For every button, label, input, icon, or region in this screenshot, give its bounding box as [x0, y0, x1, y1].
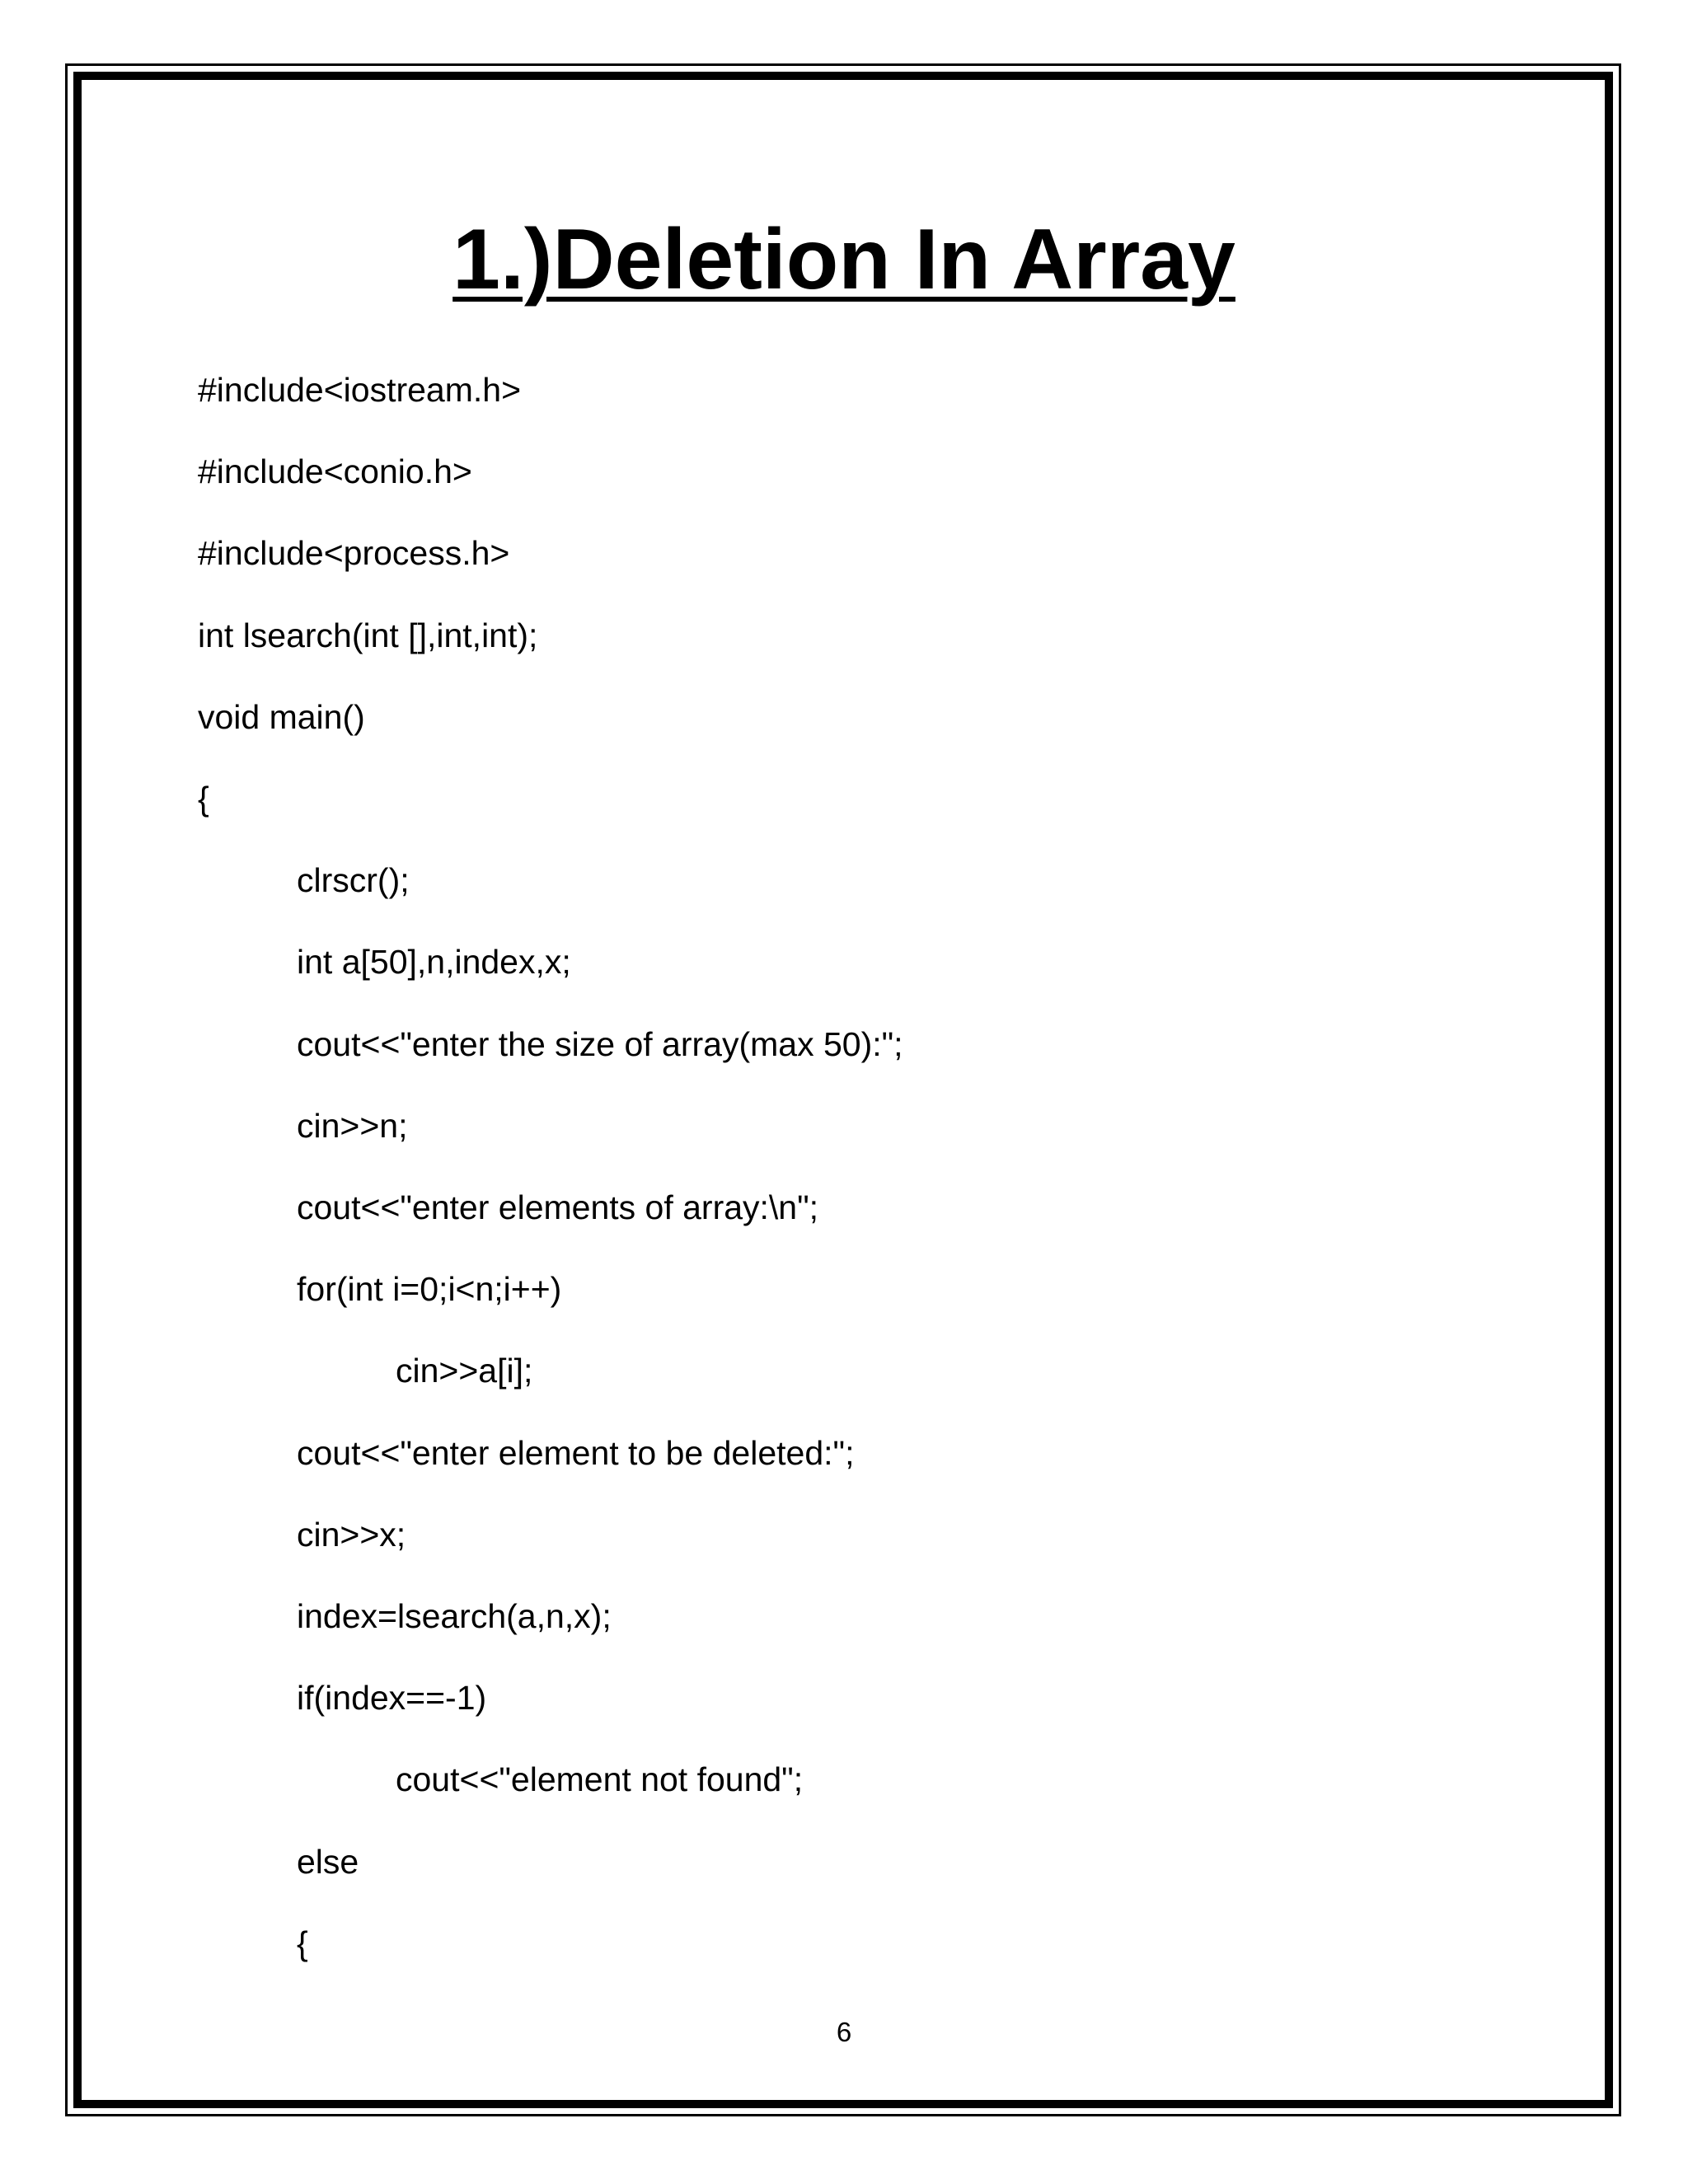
code-line: void main()	[198, 698, 365, 736]
code-line: cout<<"element not found";	[396, 1760, 804, 1798]
code-line: cout<<"enter element to be deleted:";	[297, 1434, 855, 1472]
code-line: int a[50],n,index,x;	[297, 943, 571, 981]
code-line: cout<<"enter the size of array(max 50):";	[297, 1025, 903, 1063]
code-line: #include<conio.h>	[198, 452, 472, 490]
code-line: clrscr();	[297, 861, 410, 899]
code-line: #include<iostream.h>	[198, 371, 522, 409]
code-line: #include<process.h>	[198, 534, 510, 572]
code-line: cin>>n;	[297, 1107, 408, 1145]
code-line: cin>>x;	[297, 1516, 406, 1554]
code-line: for(int i=0;i<n;i++)	[297, 1270, 562, 1308]
code-line: cout<<"enter elements of array:\n";	[297, 1188, 819, 1226]
code-line: else	[297, 1843, 359, 1881]
code-line: int lsearch(int [],int,int);	[198, 616, 538, 654]
code-line: if(index==-1)	[297, 1679, 487, 1717]
page-title: 1.)Deletion In Array	[452, 212, 1236, 307]
code-line: {	[198, 780, 209, 818]
code-line: cin>>a[i];	[396, 1352, 533, 1390]
code-line: index=lsearch(a,n,x);	[297, 1597, 612, 1635]
code-line: {	[297, 1924, 308, 1962]
page-number: 6	[836, 2017, 852, 2047]
